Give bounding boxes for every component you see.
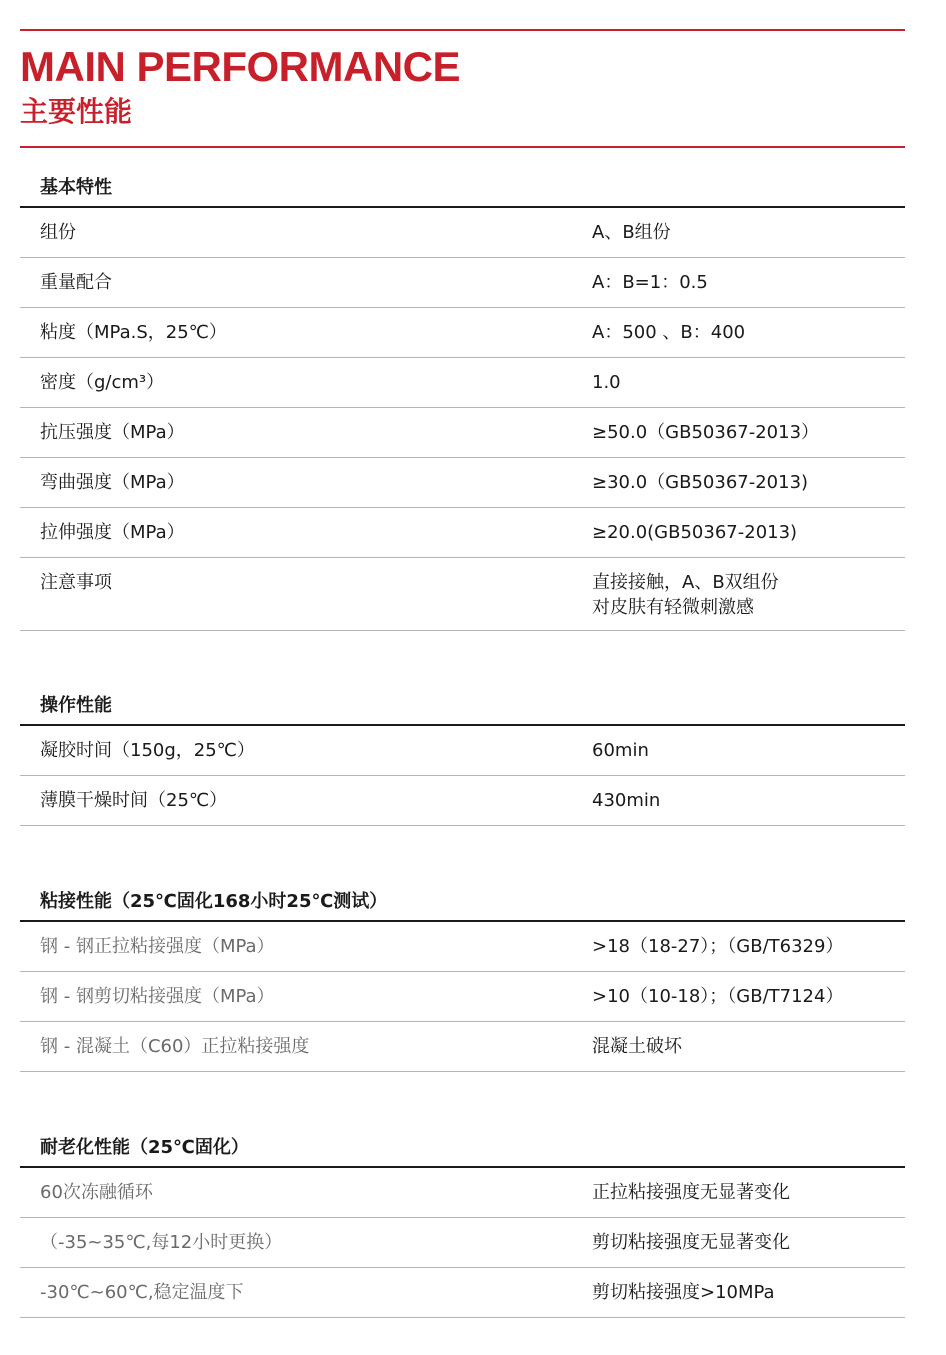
row-value: 430min — [592, 790, 661, 811]
row-label: 钢 - 混凝土（C60）正拉粘接强度 — [40, 1036, 310, 1057]
row-label: （-35~35℃,每12小时更换） — [40, 1232, 283, 1253]
table-row — [20, 1168, 905, 1218]
top-rule — [20, 29, 905, 31]
row-label: 弯曲强度（MPa） — [40, 472, 185, 493]
section-basic-properties — [20, 168, 905, 631]
table-row — [20, 972, 905, 1022]
row-value: A：B=1：0.5 — [592, 272, 708, 293]
page-title-zh: 主要性能 — [20, 95, 133, 128]
table-row — [20, 508, 905, 558]
table-row — [20, 258, 905, 308]
row-label: 组份 — [40, 222, 76, 243]
row-value: >10（10-18）；（GB/T7124） — [592, 986, 844, 1007]
row-value: ≥30.0（GB50367-2013) — [592, 472, 809, 493]
row-value: A：500 、B：400 — [592, 322, 746, 343]
row-value: 剪切粘接强度无显著变化 — [592, 1232, 790, 1253]
row-value: 剪切粘接强度>10MPa — [592, 1282, 775, 1303]
row-label: 凝胶时间（150g，25℃） — [40, 740, 255, 761]
table-row — [20, 558, 905, 631]
row-value-line: 直接接触，A、B双组份 — [592, 572, 779, 593]
row-label: 薄膜干燥时间（25℃） — [40, 790, 228, 811]
section-aging-resistance — [20, 1128, 905, 1318]
table-row — [20, 776, 905, 826]
table-row — [20, 208, 905, 258]
table-row — [20, 408, 905, 458]
row-label: 抗压强度（MPa） — [40, 422, 185, 443]
row-value: 正拉粘接强度无显著变化 — [592, 1182, 790, 1203]
row-label: 拉伸强度（MPa） — [40, 522, 185, 543]
row-label: -30℃~60℃,稳定温度下 — [40, 1282, 244, 1303]
section-bonding-properties — [20, 882, 905, 1072]
row-label: 钢 - 钢剪切粘接强度（MPa） — [40, 986, 275, 1007]
table-row — [20, 726, 905, 776]
title-bottom-rule — [20, 146, 905, 148]
row-value: ≥20.0(GB50367-2013) — [592, 522, 798, 543]
row-value: A、B组份 — [592, 222, 671, 243]
row-value-line: 对皮肤有轻微刺激感 — [592, 597, 754, 618]
row-label: 注意事项 — [40, 572, 112, 593]
table-row — [20, 358, 905, 408]
row-value: 60min — [592, 740, 649, 761]
section-operating-properties — [20, 686, 905, 826]
table-row — [20, 922, 905, 972]
section-title: 操作性能 — [20, 686, 905, 726]
table-row — [20, 1022, 905, 1072]
table-row — [20, 1218, 905, 1268]
row-value: ≥50.0（GB50367-2013） — [592, 422, 820, 443]
row-label: 60次冻融循环 — [40, 1182, 153, 1203]
row-label: 粘度（MPa.S，25℃） — [40, 322, 227, 343]
table-row — [20, 458, 905, 508]
section-title: 基本特性 — [20, 168, 905, 208]
section-title: 粘接性能（25℃固化168小时25℃测试） — [20, 882, 905, 922]
table-row — [20, 1268, 905, 1318]
page-title-en: MAIN PERFORMANCE — [20, 43, 460, 90]
row-label: 密度（g/cm³） — [40, 372, 165, 393]
row-value — [592, 558, 905, 630]
table-row — [20, 308, 905, 358]
row-value: 混凝土破坏 — [592, 1036, 682, 1057]
section-title: 耐老化性能（25℃固化） — [20, 1128, 905, 1168]
row-label: 重量配合 — [40, 272, 112, 293]
row-label: 钢 - 钢正拉粘接强度（MPa） — [40, 936, 275, 957]
row-value: >18（18-27）；（GB/T6329） — [592, 936, 844, 957]
row-value: 1.0 — [592, 372, 621, 393]
